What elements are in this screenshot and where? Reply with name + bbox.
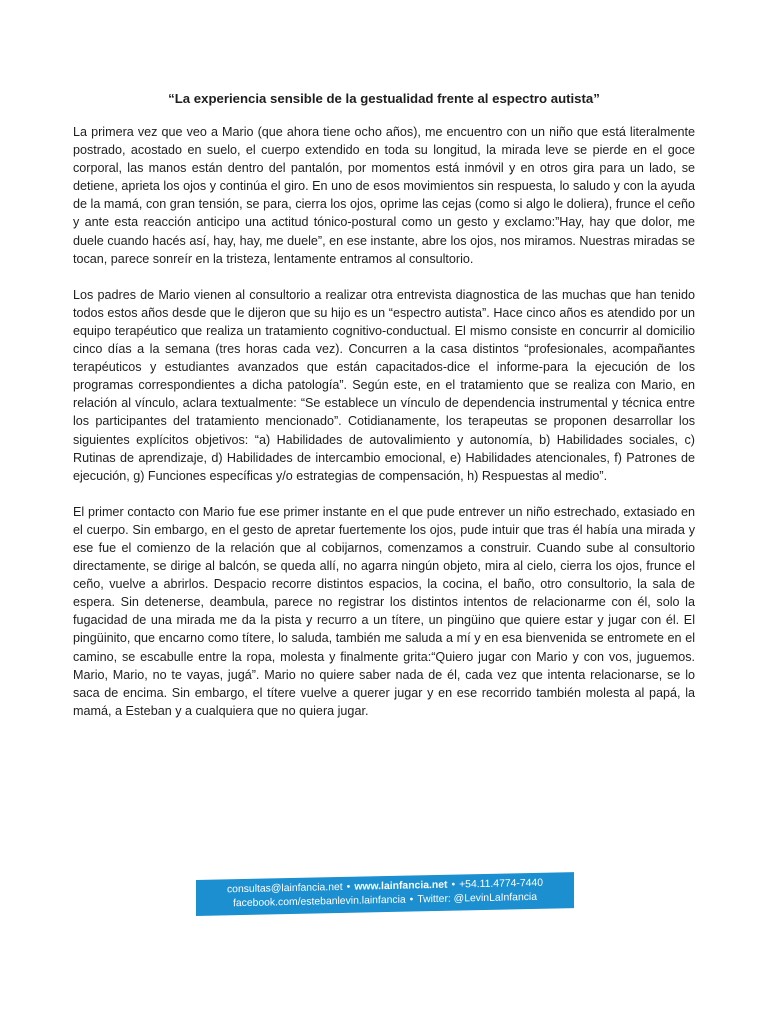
website-link[interactable]: www.lainfancia.net [354,879,448,893]
document-body [73,123,695,738]
paragraph-1: La primera vez que veo a Mario (que ahora tiene ocho años), me encuentro con un niño que está literalmente postrado, acostado en suelo, el cuerpo extendido en toda su longitud, la mirada leve se pierde en el goce corporal, las manos están dentro del pantalón, por momentos está inmóvil y en otros gira para un lado, se detiene, aprieta los ojos y continúa el giro. En uno de esos movimientos sin respuesta, lo saludo y con la ayuda de la mamá, con gran tensión, se para, cierra los ojos, oprime las cejas (como si algo le doliera), frunce el ceño y ante esta reacción anticipo una actitud tónico-postural como un gesto y exclamo:”Hay, hay que dolor, me duele cuando hacés así, hay, hay, me duele”, en ese instante, abre los ojos, nos miramos. Nuestras miradas se tocan, parece sonreír en la tristeza, lentamente entramos al consultorio. [73,125,695,266]
email-link[interactable]: consultas@lainfancia.net [226,881,343,896]
phone-number: +54.11.4774-7440 [459,877,543,891]
twitter-link[interactable]: Twitter: @LevinLaInfancia [417,891,538,906]
separator: • [409,894,414,906]
separator: • [346,881,351,893]
paragraph-3: El primer contacto con Mario fue ese primer instante en el que pude entrever un niño estrechado, extasiado en el cuerpo. Sin embargo, en el gesto de apretar fuertemente los ojos, pude intuir que tras él había una mirada y ese fue el comienzo de la relación que al cobijarnos, comenzamos a construir. Cuando sube al consultorio directamente, se dirige al balcón, se queda allí, no agarra ningún objeto, mira al cielo, cierra los ojos, frunce el ceño, vuelve a abrirlos. Despacio recorre distintos espacios, la cocina, el baño, otro consultorio, la sala de espera. Sin detenerse, deambula, parece no registrar los distintos intentos de relacionarme con él, solo la fugacidad de una mirada me da la pista y recurro a un títere, un pingüino que quiere estar y jugar con él. El pingüinito, que encarno como títere, lo saluda, también me saluda a mí y en esa bienvenida se entromete en el camino, se escabulle entre la ropa, molesta y finalmente grita:“Quiero jugar con Mario y con vos, juguemos. Mario, Mario, no te vayas, jugá”. Mario no quiere saber nada de él, cada vez que intenta relacionarse, se lo saca de encima. Sin embargo, el títere vuelve a querer jugar y en ese recorrido también molesta al papá, la mamá, a Esteban y a cualquiera que no quiera jugar. [73,504,695,718]
contact-footer-banner [196,872,574,916]
facebook-link[interactable]: facebook.com/estebanlevin.lainfancia [232,894,406,910]
document-title: “La experiencia sensible de la gestualidad frente al espectro autista” [168,91,600,106]
paragraph-2: Los padres de Mario vienen al consultorio a realizar otra entrevista diagnostica de las muchas que han tenido todos estos años desde que le dijeron que su hijo es un “espectro autista”. Hace cinco años es atendido por un equipo terapéutico que realiza un tratamiento cognitivo-conductual. El mismo consiste en concurrir al domicilio cinco días a la semana (tres horas cada vez). Concurren a la casa distintos “profesionales, acompañantes terapéuticos y estudiantes avanzados que están capacitados-dice el informe-para la ejecución de los programas correspondientes a dicha patología”. Según este, en el tratamiento que se realiza con Mario, en relación al vínculo, aclara textualmente: “Se establece un vínculo de dependencia instrumental y técnica entre los participantes del tratamiento mencionado”. Cotidianamente, los terapeutas se proponen desarrollar los siguientes explícitos objetivos: “a) Habilidades de autovalimiento y autonomía, b) Habilidades sociales, c) Rutinas de aprendizaje, d) Habilidades de intercambio emocional, e) Habilidades atencionales, f) Patrones de ejecución, g) Funciones específicas y/o estrategias de compensación, h) Respuestas al medio”. [73,287,695,483]
separator: • [451,879,456,891]
